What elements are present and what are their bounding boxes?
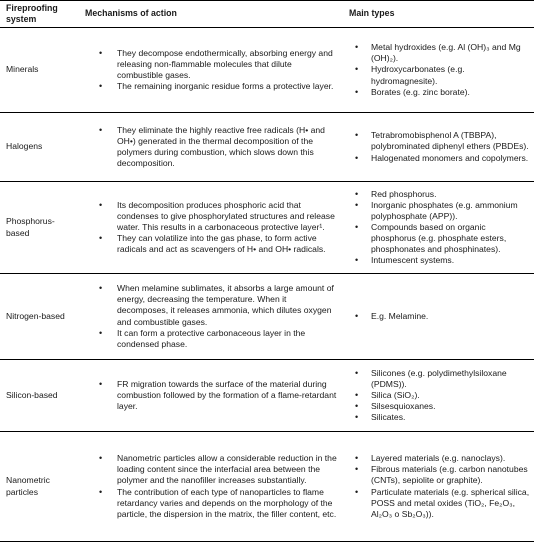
mechanism-item: • Its decomposition produces phosphoric acid that condenses to give phosphorylated structures and release water. This results in a carbonaceous protective layer¹. bbox=[117, 200, 339, 233]
mechanism-cell bbox=[79, 28, 343, 113]
system-cell: Phosphorus-based bbox=[6, 216, 55, 238]
system-cell: Silicon-based bbox=[6, 389, 58, 400]
mechanism-list bbox=[85, 200, 339, 255]
mechanism-list bbox=[85, 379, 339, 412]
header-mechanism: Mechanisms of action bbox=[85, 8, 177, 19]
mechanism-item: • They can volatilize into the gas phase, to form active radicals and act as scavengers of H• and OH• radicals. bbox=[117, 233, 339, 255]
header-system: Fireproofing system bbox=[6, 3, 58, 24]
types-list bbox=[349, 453, 530, 520]
table-row bbox=[0, 28, 534, 113]
type-item: • Silsesquioxanes. bbox=[371, 401, 530, 412]
type-item: • Red phosphorus. bbox=[371, 189, 530, 200]
mechanism-item: • Nanometric particles allow a considerable reduction in the loading content since the interfacial area between the polymer and the nanofiller increases substantially. bbox=[117, 453, 339, 486]
mechanism-item: • The contribution of each type of nanoparticles to flame retardancy varies and depends on the morphology of the particle, the dispersion in the matrix, the filler content, etc. bbox=[117, 487, 339, 520]
mechanism-cell bbox=[79, 113, 343, 182]
type-item: • Silicones (e.g. polydimethylsiloxane (PDMS)). bbox=[371, 368, 530, 390]
type-item: • Halogenated monomers and copolymers. bbox=[371, 153, 530, 164]
system-cell: Nanometric particles bbox=[6, 475, 50, 497]
table-row bbox=[0, 113, 534, 182]
type-item: • Tetrabromobisphenol A (TBBPA), polybrominated diphenyl ethers (PBDEs). bbox=[371, 130, 530, 152]
mechanism-list bbox=[85, 453, 339, 520]
types-list bbox=[349, 311, 530, 322]
types-list bbox=[349, 368, 530, 423]
type-item: • Borates (e.g. zinc borate). bbox=[371, 87, 530, 98]
mechanism-item: • They eliminate the highly reactive free radicals (H• and OH•) generated in the thermal decomposition of the polymers during combustion, which slows down this decomposition. bbox=[117, 125, 339, 169]
table-row bbox=[0, 274, 534, 360]
types-cell bbox=[343, 360, 534, 432]
type-item: • Silica (SiO₂). bbox=[371, 390, 530, 401]
type-item: • E.g. Melamine. bbox=[371, 311, 530, 322]
type-item: • Compounds based on organic phosphorus (e.g. phosphate esters, phosphonates and phosphinates). bbox=[371, 222, 530, 255]
mechanism-item: • They decompose endothermically, absorbing energy and releasing non-flammable molecules that dilute combustible gases. bbox=[117, 48, 339, 81]
table-row bbox=[0, 360, 534, 432]
type-item: • Fibrous materials (e.g. carbon nanotubes (CNTs), sepiolite or graphite). bbox=[371, 464, 530, 486]
mechanism-cell bbox=[79, 360, 343, 432]
mechanism-cell bbox=[79, 274, 343, 360]
mechanism-item: • The remaining inorganic residue forms a protective layer. bbox=[117, 81, 339, 92]
mechanism-item: • FR migration towards the surface of the material during combustion followed by the formation of a flame-retardant layer. bbox=[117, 379, 339, 412]
mechanism-list bbox=[85, 283, 339, 350]
mechanism-item: • It can form a protective carbonaceous layer in the condensed phase. bbox=[117, 328, 339, 350]
system-cell: Minerals bbox=[6, 64, 39, 75]
type-item: • Particulate materials (e.g. spherical silica, POSS and metal oxides (TiO₂, Fe₂O₃, Al₂O₃ o Sb₂O₃)). bbox=[371, 487, 530, 520]
table-row bbox=[0, 182, 534, 274]
system-cell: Halogens bbox=[6, 141, 43, 152]
mechanism-item: • When melamine sublimates, it absorbs a large amount of energy, decreasing the temperature. When it decomposes, it releases ammonia, which dilutes oxygen and combustible gases. bbox=[117, 283, 339, 327]
types-cell bbox=[343, 182, 534, 274]
types-list bbox=[349, 189, 530, 267]
mechanism-cell bbox=[79, 432, 343, 542]
system-cell: Nitrogen-based bbox=[6, 310, 65, 321]
mechanism-list bbox=[85, 48, 339, 92]
type-item: • Layered materials (e.g. nanoclays). bbox=[371, 453, 530, 464]
table-row bbox=[0, 432, 534, 542]
types-cell bbox=[343, 28, 534, 113]
header-row bbox=[0, 1, 534, 28]
types-list bbox=[349, 130, 530, 163]
mechanism-cell bbox=[79, 182, 343, 274]
header-types: Main types bbox=[349, 8, 395, 19]
types-cell bbox=[343, 432, 534, 542]
type-item: • Hydroxycarbonates (e.g. hydromagnesite). bbox=[371, 64, 530, 86]
type-item: • Silicates. bbox=[371, 412, 530, 423]
type-item: • Metal hydroxides (e.g. Al (OH)₃ and Mg (OH)₂). bbox=[371, 42, 530, 64]
type-item: • Inorganic phosphates (e.g. ammonium polyphosphate (APP)). bbox=[371, 200, 530, 222]
types-cell bbox=[343, 113, 534, 182]
type-item: • Intumescent systems. bbox=[371, 255, 530, 266]
mechanism-list bbox=[85, 125, 339, 169]
types-list bbox=[349, 42, 530, 97]
types-cell bbox=[343, 274, 534, 360]
